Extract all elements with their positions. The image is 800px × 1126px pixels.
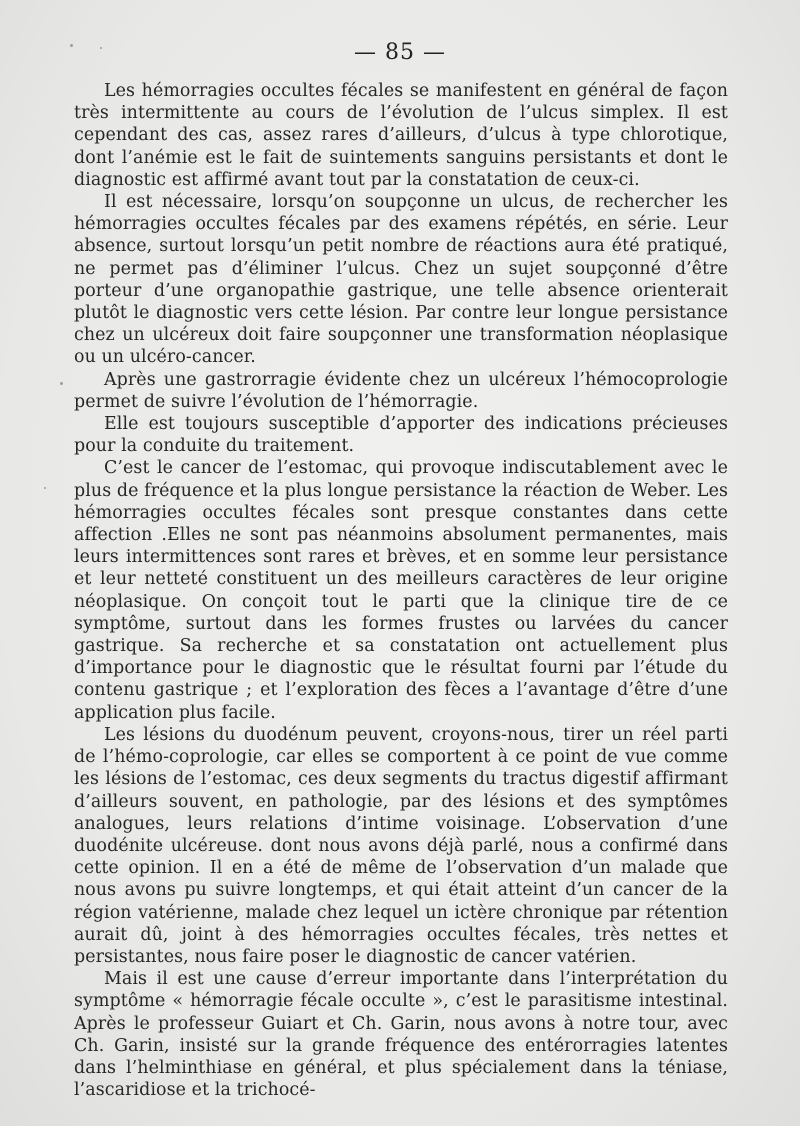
paragraph-5: C’est le cancer de l’estomac, qui provoque indiscutablement avec le plus de fréquence et la plus longue persistance la réaction de Weber. Les hémorragies occultes fécales sont presque constantes dans cette affection .Elles ne sont pas néanmoins absolument permanentes, mais leurs intermittences sont rares et brèves, et en somme leur persistance et leur netteté constituent un des meilleurs caractères de leur origine néoplasique. On conçoit tout le parti que la clinique tire de ce symptôme, surtout dans les formes frustes ou larvées du cancer gastrique. Sa recherche et sa constatation ont actuellement plus d’importance pour le diagnostic que le résultat fourni par l’étude du contenu gastrique ; et l’exploration des fèces a l’avantage d’être d’une application plus facile. xyxy=(74,458,728,723)
paragraph-1: Les hémorragies occultes fécales se manifestent en général de façon très intermittente au cours de l’évolution de l’ulcus simplex. Il est cependant des cas, assez rares d’ailleurs, d’ulcus à type chlorotique, dont l’anémie est le fait de suintements sanguins persistants et dont le diagnostic est affirmé avant tout par la constatation de ceux-ci. xyxy=(74,81,728,190)
paragraph-6: Les lésions du duodénum peuvent, croyons-nous, tirer un réel parti de l’hémo-coprologie, car elles se comportent à ce point de vue comme les lésions de l’estomac, ces deux segments du tractus digestif affirmant d’ailleurs souvent, en pathologie, par des lésions et des symptômes analogues, leurs relations d’intime voisinage. L’observation d’une duodénite ulcéreuse. dont nous avons déjà parlé, nous a confirmé dans cette opinion. Il en a été de même de l’observation d’un malade que nous avons pu suivre longtemps, et qui était atteint d’un cancer de la région vatérienne, malade chez lequel un ictère chronique par rétention aurait dû, joint à des hémorragies occultes fécales, très nettes et persistantes, nous faire poser le diagnostic de cancer vatérien. xyxy=(74,724,728,967)
page-number: — 85 — xyxy=(354,40,446,65)
paragraph-4: Elle est toujours susceptible d’apporter des indications précieuses pour la conduite du traitement. xyxy=(74,414,728,457)
paragraph-3: Après une gastrorragie évidente chez un ulcéreux l’hémocoprologie permet de suivre l’évolution de l’hémorragie. xyxy=(74,369,728,412)
paper-speck xyxy=(60,382,63,385)
paragraph-2: Il est nécessaire, lorsqu’on soupçonne un ulcus, de rechercher les hémorragies occultes fécales par des examens répétés, en série. Leur absence, surtout lorsqu’un petit nombre de réactions aura été pratiqué, ne permet pas d’éliminer l’ulcus. Chez un sujet soupçonné d’être porteur d’une organopathie gastrique, une telle absence orienterait plutôt le diagnostic vers cette lésion. Par contre leur longue persistance chez un ulcéreux doit faire soupçonner une transformation néoplasique ou un ulcéro-cancer. xyxy=(74,192,728,368)
paper-speck xyxy=(44,487,46,489)
paragraph-7: Mais il est une cause d’erreur importante dans l’interprétation du symptôme « hémorragie fécale occulte », c’est le parasitisme intestinal. Après le professeur Guiart et Ch. Garin, nous avons à notre tour, avec Ch. Garin, insisté sur la grande fréquence des entérorragies latentes dans l’helminthiase en général, et plus spécialement dans la téniase, l’ascaridiose et la trichocé- xyxy=(74,969,728,1101)
body-text xyxy=(74,80,728,1101)
